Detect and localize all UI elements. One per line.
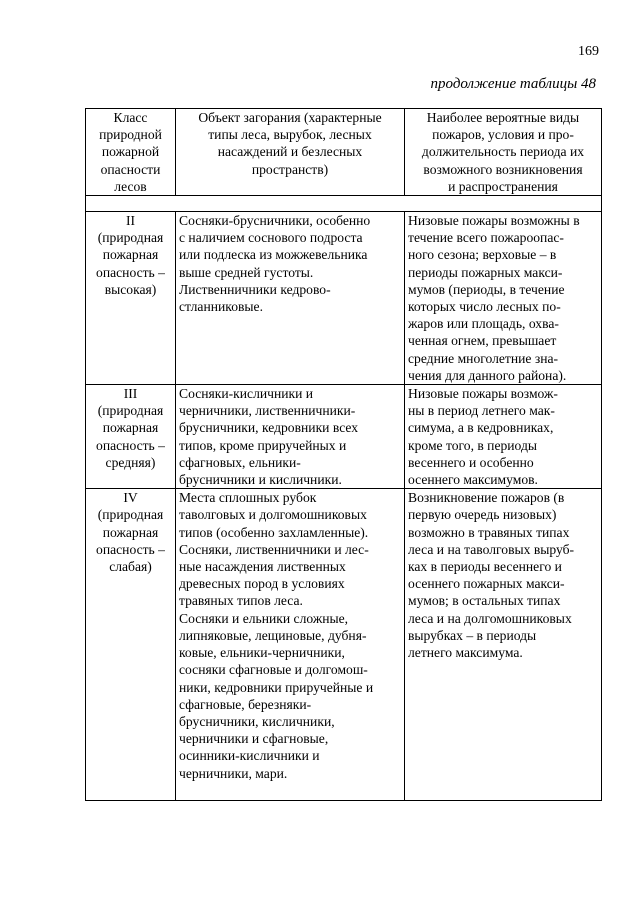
text-line: типов, кроме приручейных и (179, 437, 347, 453)
text-line: черничники, мари. (179, 765, 288, 781)
text-line: пожарная (102, 247, 159, 263)
table-header-row (86, 109, 602, 196)
text-line: выше средней густоты. (179, 264, 314, 280)
text-line: Наиболее вероятные виды (426, 110, 580, 125)
text-line: высокая) (104, 281, 157, 297)
text-line: травяных типов леса. (179, 593, 303, 609)
text-line: летнего максимума. (408, 645, 523, 661)
text-line: леса и на долгомошниковых (408, 610, 572, 626)
text-line: стланниковые. (179, 299, 263, 315)
fire-danger-table (85, 108, 602, 801)
text-line: возможного возникновения (423, 161, 583, 177)
cell-object (176, 212, 405, 385)
text-line: Сосняки, лиственничники и лес- (179, 541, 369, 557)
text-line: течение всего пожароопас- (408, 230, 564, 246)
text-line: (природная (97, 403, 164, 419)
text-line: должительность периода их (421, 144, 585, 160)
text-line: II (125, 213, 136, 229)
text-line: мумов (периоды, в течение (408, 281, 565, 297)
text-line: пожарная (102, 524, 159, 540)
cell-fires (405, 385, 602, 489)
table-row (86, 489, 602, 800)
text-line: осеннего максимумов. (408, 472, 538, 488)
text-line: периоды пожарных макси- (408, 264, 563, 280)
text-line: леса и на таволговых выруб- (408, 541, 575, 557)
text-line: мумов; в остальных типах (408, 593, 561, 609)
text-line: древесных пород в условиях (179, 576, 345, 592)
text-line: ковые, ельники-черничники, (179, 645, 345, 661)
text-line: опасность – (96, 437, 165, 453)
text-line: черничники, лиственничники- (179, 403, 356, 419)
cell-class (86, 385, 176, 489)
table-continuation-caption: продолжение таблицы 48 (430, 76, 596, 92)
text-line: типы леса, вырубок, лесных (208, 127, 372, 143)
header-class (86, 109, 176, 196)
text-line: Лиственничники кедрово- (179, 281, 331, 297)
text-line: лесов (114, 178, 147, 194)
text-line: сосняки сфагновые и долгомош- (179, 662, 368, 678)
text-line: Сосняки-брусничники, особенно (179, 213, 371, 229)
text-line: ны в период летнего мак- (408, 403, 555, 419)
text-line: ках в периоды весеннего и (408, 559, 562, 575)
text-line: липняковые, лещиновые, дубня- (179, 627, 367, 643)
text-line: возможно в травяных типах (408, 524, 570, 540)
text-line: Низовые пожары возмож- (408, 386, 558, 402)
text-line: ники, кедровники приручейные и (179, 679, 374, 695)
page-number: 169 (578, 44, 599, 59)
text-line: Низовые пожары возможны в (408, 213, 580, 229)
text-line: брусничники, кисличники, (179, 713, 335, 729)
text-line: кроме того, в периоды (408, 437, 538, 453)
text-line: ные насаждения лиственных (179, 559, 346, 575)
cell-fires (405, 489, 602, 800)
text-line: III (123, 386, 138, 402)
text-line: средние многолетние зна- (408, 350, 559, 366)
text-line: Возникновение пожаров (в (408, 490, 565, 506)
text-line: природной (99, 127, 162, 143)
text-line: опасности (100, 161, 161, 177)
text-line: первую очередь низовых) (408, 507, 557, 523)
text-line: осеннего пожарных макси- (408, 576, 565, 592)
text-line: IV (123, 490, 138, 506)
text-line: ченная огнем, превышает (408, 333, 557, 349)
text-line: жаров или площадь, охва- (408, 316, 559, 332)
text-line: слабая) (109, 559, 152, 575)
text-line: (природная (97, 507, 164, 523)
text-line: ного сезона; верховые – в (408, 247, 557, 263)
text-line: симума, а в кедровниках, (408, 420, 554, 436)
cell-object (176, 385, 405, 489)
text-line: с наличием соснового подроста (179, 230, 363, 246)
text-line: брусничники и кисличники. (179, 472, 342, 488)
text-line: пожаров, условия и про- (432, 127, 574, 143)
text-line: средняя) (105, 454, 156, 470)
cell-class (86, 489, 176, 800)
text-line: (природная (97, 230, 164, 246)
text-line: Места сплошных рубок (179, 490, 317, 506)
text-line: Класс (113, 110, 148, 125)
cell-object (176, 489, 405, 800)
text-line: пожарная (102, 420, 159, 436)
text-line: осинники-кисличники и (179, 748, 320, 764)
text-line: таволговых и долгомошниковых (179, 507, 367, 523)
text-line: брусничники, кедровники всех (179, 420, 359, 436)
text-line: типов (особенно захламленные). (179, 524, 369, 540)
header-object (176, 109, 405, 196)
cell-class (86, 212, 176, 385)
text-line: которых число лесных по- (408, 299, 561, 315)
text-line: весеннего и особенно (408, 454, 534, 470)
text-line: опасность – (96, 264, 165, 280)
text-line: Сосняки и ельники сложные, (179, 610, 349, 626)
text-line: и распространения (448, 178, 558, 194)
text-line: Объект загорания (характерные (198, 110, 382, 125)
table-row (86, 385, 602, 489)
text-line: Сосняки-кисличники и (179, 386, 314, 402)
text-line: чения для данного района). (408, 367, 567, 383)
text-line: черничники и сфагновые, (179, 731, 329, 747)
text-line: или подлеска из можжевельника (179, 247, 368, 263)
text-line: сфагновых, ельники- (179, 454, 301, 470)
header-fire-types (405, 109, 602, 196)
cell-fires (405, 212, 602, 385)
text-line: опасность – (96, 541, 165, 557)
table-spacer-row (86, 196, 602, 212)
text-line: сфагновые, березняки- (179, 696, 312, 712)
text-line: пожарной (101, 144, 160, 160)
table-row (86, 212, 602, 385)
text-line: насаждений и безлесных (217, 144, 363, 160)
text-line: пространств) (251, 161, 329, 177)
text-line: вырубках – в периоды (408, 627, 537, 643)
